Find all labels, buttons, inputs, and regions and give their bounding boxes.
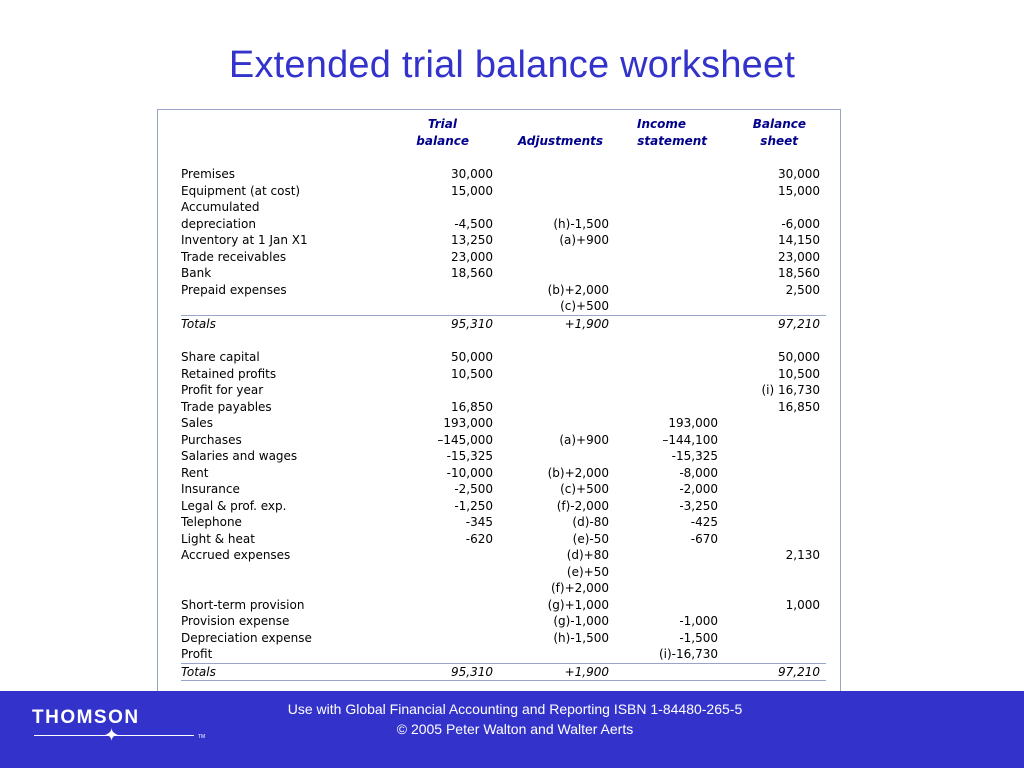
table-row	[181, 166, 826, 183]
row-label: Equipment (at cost)	[181, 183, 301, 198]
balance-sheet-value: 18,560	[778, 266, 820, 280]
balance-sheet-value	[718, 199, 826, 216]
totals-balance: 97,210	[718, 663, 826, 681]
income-statement-value	[609, 349, 718, 366]
totals-label: Totals	[181, 315, 381, 332]
header-trial-2: balance	[416, 133, 469, 148]
adjustment-value: (f)+2,000	[551, 581, 609, 595]
balance-sheet-value: (i) 16,730	[761, 383, 820, 397]
header-balance-2: sheet	[760, 133, 798, 148]
trial-balance-table	[181, 116, 826, 681]
totals-trial: 95,310	[381, 663, 493, 681]
income-statement-value	[609, 282, 718, 299]
balance-sheet-value	[718, 498, 826, 515]
balance-sheet-value: 50,000	[778, 350, 820, 364]
row-label: Short-term provision	[181, 597, 305, 612]
table-row	[181, 415, 826, 432]
row-label: Share capital	[181, 350, 260, 364]
income-statement-value: –144,100	[662, 432, 718, 447]
balance-sheet-value	[718, 415, 826, 432]
row-label	[181, 298, 381, 315]
income-statement-value	[609, 580, 718, 597]
trial-balance-value: 193,000	[443, 416, 493, 430]
totals-adjustments: +1,900	[493, 663, 609, 681]
header-adjustments: Adjustments	[517, 133, 603, 148]
income-statement-value	[609, 216, 718, 233]
trial-balance-value: 13,250	[451, 233, 493, 247]
adjustment-value	[493, 183, 609, 200]
trial-balance-value	[381, 199, 493, 216]
row-label: Profit	[181, 647, 213, 661]
row-label: Legal & prof. exp.	[181, 498, 287, 513]
totals-row	[181, 315, 826, 332]
table-row	[181, 597, 826, 614]
row-label	[181, 564, 381, 581]
row-label: Inventory at 1 Jan X1	[181, 233, 308, 247]
income-statement-value: -1,000	[679, 614, 718, 628]
balance-sheet-value	[718, 580, 826, 597]
trial-balance-value: -4,500	[454, 216, 493, 231]
trial-balance-value	[381, 547, 493, 564]
adjustment-value	[493, 249, 609, 266]
table-row	[181, 514, 826, 531]
adjustment-value	[493, 166, 609, 183]
adjustment-value: (c)+500	[560, 482, 609, 496]
table-header	[181, 116, 826, 166]
row-label: depreciation	[181, 216, 256, 231]
balance-sheet-value: 2,500	[785, 282, 820, 297]
table-row	[181, 531, 826, 548]
trial-balance-value	[381, 613, 493, 630]
trial-balance-value: -345	[465, 515, 493, 529]
adjustment-value: (h)-1,500	[553, 216, 609, 231]
balance-sheet-value: 16,850	[778, 399, 820, 414]
income-statement-value: -425	[690, 515, 718, 529]
balance-sheet-value	[718, 646, 826, 663]
table-row	[181, 199, 826, 216]
totals-balance: 97,210	[718, 315, 826, 332]
income-statement-value: -670	[690, 531, 718, 546]
row-label: Light & heat	[181, 531, 255, 546]
trial-balance-value: -10,000	[446, 465, 493, 480]
row-label: Retained profits	[181, 366, 277, 381]
adjustment-value: (g)-1,000	[553, 614, 609, 628]
income-statement-value	[609, 399, 718, 416]
header-income-1: Income	[636, 117, 686, 131]
trial-balance-value	[381, 580, 493, 597]
adjustment-value: (c)+500	[560, 299, 609, 313]
balance-sheet-value	[718, 298, 826, 315]
adjustment-value	[493, 199, 609, 216]
balance-sheet-value	[718, 630, 826, 647]
table-row	[181, 465, 826, 482]
row-label: Trade payables	[181, 399, 272, 414]
adjustment-value: (g)+1,000	[547, 597, 609, 612]
totals-income	[609, 315, 718, 332]
section-equity-liabilities	[181, 349, 826, 663]
row-label	[181, 580, 381, 597]
income-statement-value	[609, 249, 718, 266]
income-statement-value: -15,325	[671, 449, 718, 463]
trial-balance-value: –145,000	[437, 432, 493, 447]
table-row	[181, 646, 826, 663]
trial-balance-value	[381, 646, 493, 663]
table-row	[181, 366, 826, 383]
adjustment-value	[493, 646, 609, 663]
row-label: Trade receivables	[181, 249, 287, 264]
section-totals-2	[181, 663, 826, 681]
table-row	[181, 282, 826, 299]
adjustment-value: (h)-1,500	[553, 630, 609, 645]
adjustment-value	[493, 399, 609, 416]
trial-balance-value: 30,000	[451, 167, 493, 181]
table-row	[181, 298, 826, 315]
table-row	[181, 232, 826, 249]
trial-balance-value	[381, 597, 493, 614]
income-statement-value	[609, 597, 718, 614]
balance-sheet-value: 1,000	[785, 597, 820, 612]
trial-balance-value	[381, 564, 493, 581]
header-trial-1: Trial	[427, 117, 457, 131]
trial-balance-value: -15,325	[446, 449, 493, 463]
row-label: Profit for year	[181, 383, 264, 397]
totals-income	[609, 663, 718, 681]
adjustment-value: (a)+900	[559, 432, 609, 447]
row-label: Purchases	[181, 432, 242, 447]
adjustment-value: (a)+900	[559, 233, 609, 247]
balance-sheet-value	[718, 481, 826, 498]
table-row	[181, 547, 826, 564]
trial-balance-value	[381, 282, 493, 299]
adjustment-value: (d)-80	[572, 515, 609, 529]
balance-sheet-value	[718, 448, 826, 465]
balance-sheet-value	[718, 514, 826, 531]
table-row	[181, 613, 826, 630]
row-label: Rent	[181, 465, 209, 480]
totals-label: Totals	[181, 663, 381, 681]
table-row	[181, 432, 826, 449]
income-statement-value	[609, 183, 718, 200]
balance-sheet-value	[718, 564, 826, 581]
row-label: Salaries and wages	[181, 449, 298, 463]
income-statement-value: -2,000	[679, 482, 718, 496]
table-row	[181, 564, 826, 581]
balance-sheet-value: 14,150	[778, 233, 820, 247]
row-label: Prepaid expenses	[181, 282, 287, 297]
header-blank	[181, 116, 381, 133]
trial-balance-value: 10,500	[451, 366, 493, 381]
income-statement-value: -3,250	[679, 498, 718, 513]
row-label: Provision expense	[181, 614, 290, 628]
adjustment-value	[493, 366, 609, 383]
adjustment-value: (e)-50	[572, 531, 609, 546]
footer-bar	[0, 691, 1024, 768]
table-row	[181, 498, 826, 515]
header-adjustments-blank	[493, 116, 609, 133]
balance-sheet-value	[718, 531, 826, 548]
row-label: Accumulated	[181, 200, 260, 214]
header-spacer	[181, 149, 826, 166]
section-totals-1	[181, 315, 826, 349]
balance-sheet-value	[718, 613, 826, 630]
row-label: Bank	[181, 266, 212, 280]
trial-balance-value: -1,250	[454, 498, 493, 513]
trial-balance-value	[381, 630, 493, 647]
income-statement-value	[609, 382, 718, 399]
totals-adjustments: +1,900	[493, 315, 609, 332]
header-blank-2	[181, 133, 381, 150]
trial-balance-value: 16,850	[451, 399, 493, 414]
adjustment-value	[493, 415, 609, 432]
table-row	[181, 580, 826, 597]
income-statement-value: -8,000	[679, 465, 718, 480]
income-statement-value	[609, 547, 718, 564]
totals-trial: 95,310	[381, 315, 493, 332]
trial-balance-value: 15,000	[451, 183, 493, 198]
trademark-mark: TM	[198, 734, 206, 740]
balance-sheet-value: 30,000	[778, 167, 820, 181]
trial-balance-value: -2,500	[454, 482, 493, 496]
trial-balance-value	[381, 382, 493, 399]
income-statement-value	[609, 298, 718, 315]
trial-balance-value	[381, 298, 493, 315]
table-row	[181, 349, 826, 366]
thomson-logo: THOMSON	[32, 707, 140, 728]
adjustment-value: (b)+2,000	[547, 465, 609, 480]
balance-sheet-value	[718, 465, 826, 482]
trial-balance-value: -620	[465, 531, 493, 546]
income-statement-value	[609, 199, 718, 216]
footer-line-1: Use with Global Financial Accounting and Reporting ISBN 1-84480-265-5	[287, 701, 743, 717]
income-statement-value: -1,500	[679, 630, 718, 645]
row-label: Premises	[181, 167, 235, 181]
income-statement-value: 193,000	[668, 416, 718, 430]
table-row	[181, 216, 826, 233]
trial-balance-value: 18,560	[451, 266, 493, 280]
table-row	[181, 630, 826, 647]
trial-balance-value: 50,000	[451, 350, 493, 364]
balance-sheet-value	[718, 432, 826, 449]
footer-text	[200, 699, 830, 739]
table-row	[181, 183, 826, 200]
income-statement-value	[609, 564, 718, 581]
income-statement-value: (i)-16,730	[658, 647, 718, 661]
section-assets	[181, 166, 826, 315]
row-label: Insurance	[181, 482, 240, 496]
balance-sheet-value: 10,500	[778, 366, 820, 381]
table-row	[181, 249, 826, 266]
totals-row	[181, 663, 826, 681]
adjustment-value	[493, 382, 609, 399]
trial-balance-value: 23,000	[451, 249, 493, 264]
balance-sheet-value: 15,000	[778, 183, 820, 198]
footer-line-2: © 2005 Peter Walton and Walter Aerts	[396, 721, 634, 737]
row-label: Telephone	[181, 515, 242, 529]
header-balance-1: Balance	[752, 117, 806, 131]
header-income-2: statement	[637, 133, 707, 148]
balance-sheet-value: 2,130	[785, 548, 820, 562]
table-row	[181, 399, 826, 416]
adjustment-value: (f)-2,000	[556, 498, 609, 513]
adjustment-value	[493, 448, 609, 465]
adjustment-value	[493, 349, 609, 366]
star-icon: ✦	[104, 725, 120, 745]
income-statement-value	[609, 166, 718, 183]
adjustment-value	[493, 265, 609, 282]
balance-sheet-value: -6,000	[781, 216, 820, 231]
income-statement-value	[609, 265, 718, 282]
balance-sheet-value: 23,000	[778, 249, 820, 264]
adjustment-value: (b)+2,000	[547, 282, 609, 297]
section-spacer	[181, 332, 826, 349]
adjustment-value: (e)+50	[566, 564, 609, 579]
row-label: Accrued expenses	[181, 548, 291, 562]
table-row	[181, 481, 826, 498]
income-statement-value	[609, 366, 718, 383]
table-row	[181, 448, 826, 465]
row-label: Sales	[181, 416, 213, 430]
row-label: Depreciation expense	[181, 630, 312, 645]
table-row	[181, 382, 826, 399]
table-row	[181, 265, 826, 282]
adjustment-value: (d)+80	[566, 548, 609, 562]
page-title: Extended trial balance worksheet	[228, 44, 796, 86]
income-statement-value	[609, 232, 718, 249]
